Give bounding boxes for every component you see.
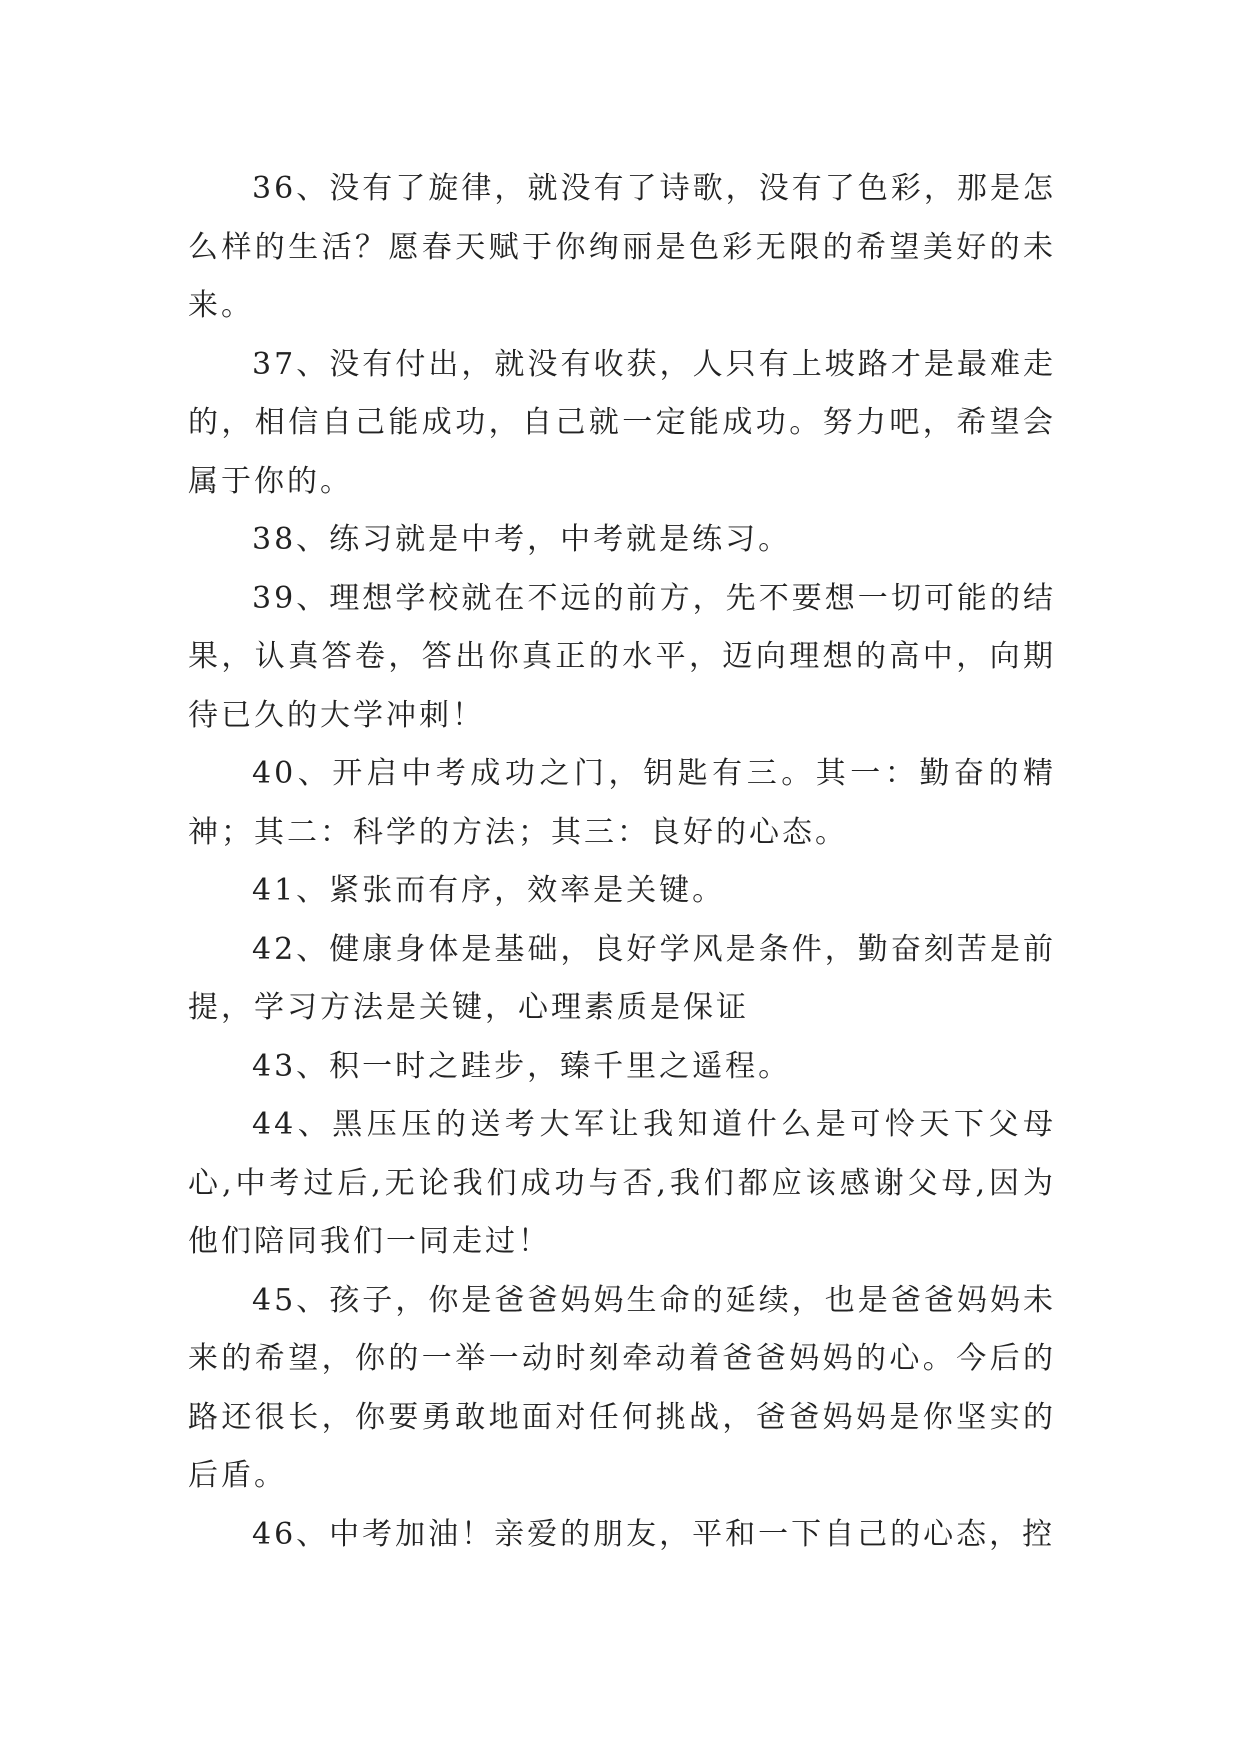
paragraph-44: 44、黑压压的送考大军让我知道什么是可怜天下父母心,中考过后,无论我们成功与否,我们都应该感谢父母,因为他们陪同我们一同走过！ (188, 1107, 1056, 1259)
paragraph-46: 46、中考加油！亲爱的朋友，平和一下自己的心态，控 (252, 1516, 1056, 1552)
paragraph-39: 39、理想学校就在不远的前方，先不要想一切可能的结果，认真答卷，答出你真正的水平，迈向理想的高中，向期待已久的大学冲刺！ (188, 580, 1056, 733)
paragraph-36: 36、没有了旋律，就没有了诗歌，没有了色彩，那是怎么样的生活？愿春天赋于你绚丽是色彩无限的希望美好的未来。 (188, 171, 1056, 323)
document-body (188, 160, 1056, 1564)
paragraph-40: 40、开启中考成功之门，钥匙有三。其一：勤奋的精神；其二：科学的方法；其三：良好的心态。 (188, 756, 1056, 850)
paragraph-42: 42、健康身体是基础，良好学风是条件，勤奋刻苦是前提，学习方法是关键，心理素质是保证 (188, 931, 1056, 1025)
paragraph-41: 41、紧张而有序，效率是关键。 (252, 873, 726, 908)
paragraph-37: 37、没有付出，就没有收获，人只有上坡路才是最难走的，相信自己能成功，自己就一定能成功。努力吧，希望会属于你的。 (188, 346, 1056, 499)
paragraph-45: 45、孩子，你是爸爸妈妈生命的延续，也是爸爸妈妈未来的希望，你的一举一动时刻牵动着爸爸妈妈的心。今后的路还很长，你要勇敢地面对任何挑战，爸爸妈妈是你坚实的后盾。 (188, 1282, 1056, 1493)
paragraph-43: 43、积一时之跬步，臻千里之遥程。 (252, 1048, 792, 1084)
paragraph-38: 38、练习就是中考，中考就是练习。 (252, 522, 792, 557)
